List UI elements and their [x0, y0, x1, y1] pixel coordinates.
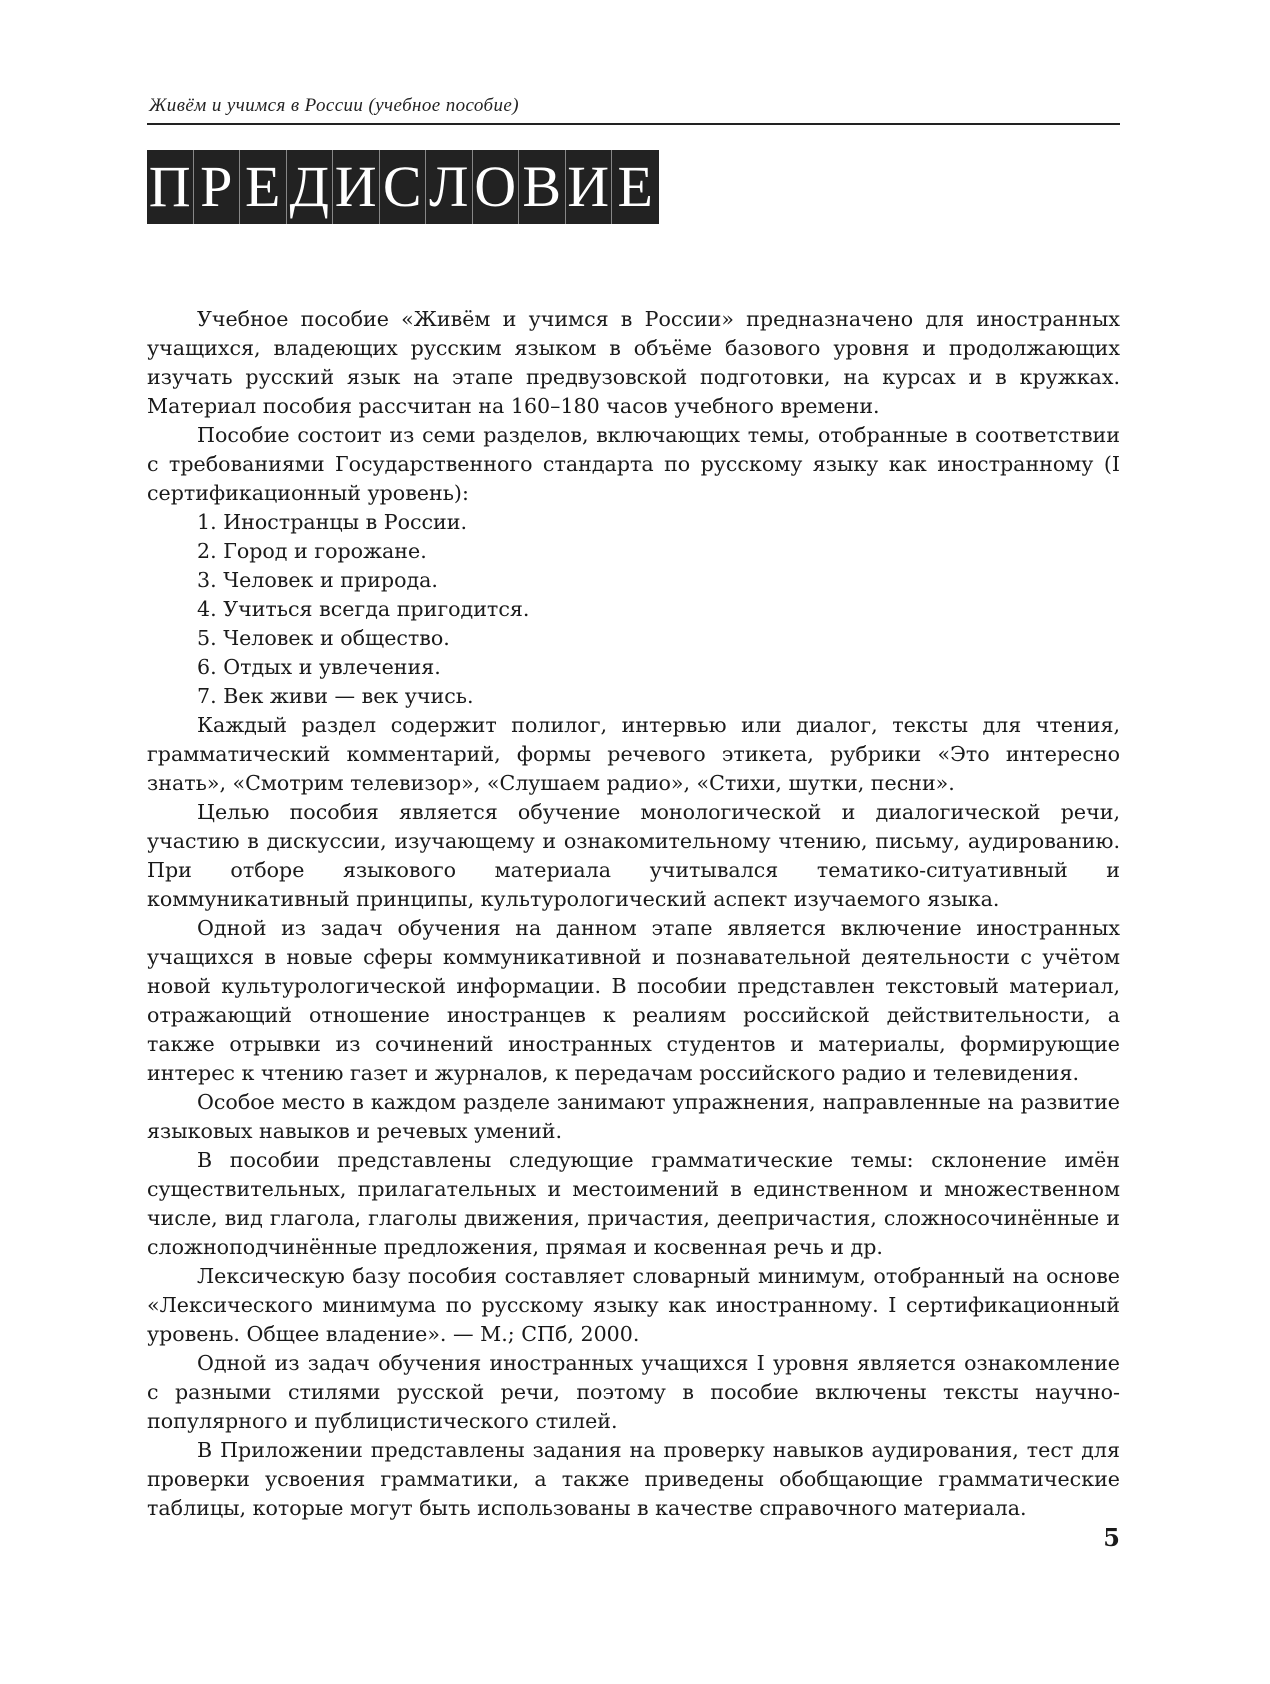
- paragraph: Пособие состоит из семи разделов, включающих темы, отобранные в соответствии с требованиями Государственного стандарта по русскому языку как иностранному (I сертификационный уровень):: [147, 423, 1120, 505]
- page-number: 5: [1103, 1523, 1120, 1552]
- paragraph: Учебное пособие «Живём и учимся в России» предназначено для иностранных учащихся, владеющих русским языком в объёме базового уровня и продолжающих изучать русский язык на этапе предвузовской подготовки, на курсах и в кружках. Материал пособия рассчитан на 160–180 часов учебного времени.: [147, 307, 1120, 418]
- list-item: 3. Человек и природа.: [197, 568, 438, 592]
- title-letter: С: [380, 150, 427, 224]
- paragraph: Одной из задач обучения на данном этапе является включение иностранных учащихся в новые сферы коммуникативной и познавательной деятельности с учётом новой культурологической информации. В пособии представлен текстовый материал, отражающий отношение иностранцев к реалиям российской действительности, а также отрывки из сочинений иностранных студентов и материалы, формирующие интерес к чтению газет и журналов, к передачам российского радио и телевидения.: [147, 916, 1120, 1085]
- paragraph: В Приложении представлены задания на проверку навыков аудирования, тест для проверки усвоения грамматики, а также приведены обобщающие грамматические таблицы, которые могут быть использованы в качестве справочного материала.: [147, 1438, 1120, 1520]
- title-letter: Е: [612, 150, 659, 224]
- title-letter: В: [519, 150, 566, 224]
- paragraph: Лексическую базу пособия составляет словарный минимум, отобранный на основе «Лексического минимума по русскому языку как иностранному. I сертификационный уровень. Общее владение». — М.; СПб, 2000.: [147, 1264, 1120, 1346]
- title-letter: П: [147, 150, 194, 224]
- list-item: 5. Человек и общество.: [197, 626, 450, 650]
- title-letter: Д: [287, 150, 334, 224]
- title-letter: Е: [240, 150, 287, 224]
- paragraph: В пособии представлены следующие грамматические темы: склонение имён существительных, прилагательных и местоимений в единственном и множественном числе, вид глагола, глаголы движения, причастия, деепричастия, сложносочинённые и сложноподчинённые предложения, прямая и косвенная речь и др.: [147, 1148, 1120, 1259]
- sections-list: [147, 508, 1120, 711]
- title-letter: Р: [194, 150, 241, 224]
- list-item: 4. Учиться всегда пригодится.: [197, 597, 530, 621]
- page-title: [147, 150, 659, 224]
- paragraph: Особое место в каждом разделе занимают упражнения, направленные на развитие языковых навыков и речевых умений.: [147, 1090, 1120, 1143]
- running-title: Живём и учимся в России (учебное пособие): [149, 95, 519, 116]
- body-text: [147, 305, 1120, 1523]
- list-item: 2. Город и горожане.: [197, 539, 427, 563]
- list-item: 6. Отдых и увлечения.: [197, 655, 441, 679]
- title-letter: Л: [426, 150, 473, 224]
- paragraph: Каждый раздел содержит полилог, интервью или диалог, тексты для чтения, грамматический комментарий, формы речевого этикета, рубрики «Это интересно знать», «Смотрим телевизор», «Слушаем радио», «Стихи, шутки, песни».: [147, 713, 1120, 795]
- list-item: 1. Иностранцы в России.: [197, 510, 468, 534]
- paragraph: Одной из задач обучения иностранных учащихся I уровня является ознакомление с разными стилями русской речи, поэтому в пособие включены тексты научно-популярного и публицистического стилей.: [147, 1351, 1120, 1433]
- title-letter: И: [333, 150, 380, 224]
- running-header: [147, 93, 1120, 125]
- list-item: 7. Век живи — век учись.: [197, 684, 474, 708]
- title-letter: О: [473, 150, 520, 224]
- title-letter: И: [566, 150, 613, 224]
- paragraph: Целью пособия является обучение монологической и диалогической речи, участию в дискуссии, изучающему и ознакомительному чтению, письму, аудированию. При отборе языкового материала учитывался тематико-ситуативный и коммуникативный принципы, культурологический аспект изучаемого языка.: [147, 800, 1120, 911]
